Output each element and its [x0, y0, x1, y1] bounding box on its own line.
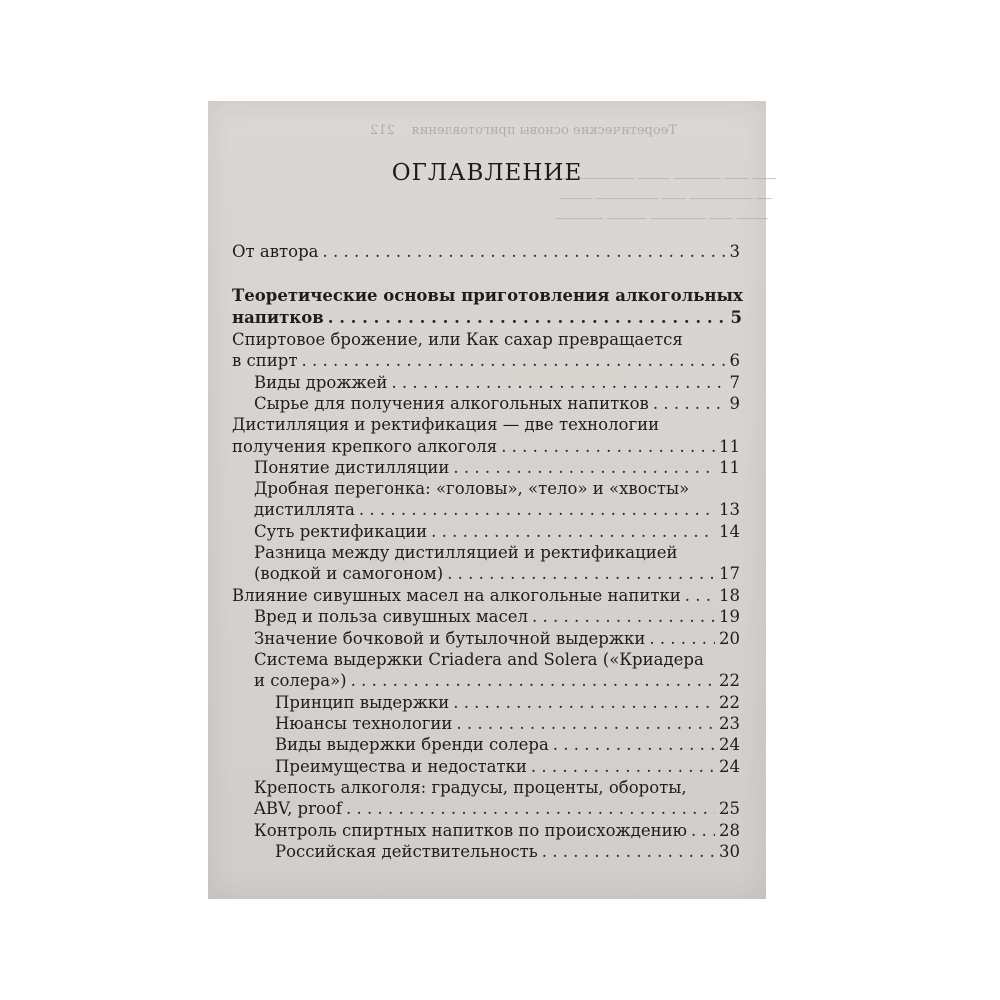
toc-entry [232, 351, 740, 370]
show-through-text: ─────────── ──── ────── ─── ─── [548, 172, 776, 187]
toc-entry-label: Преимущества и недостатки [275, 757, 527, 776]
toc-entry-line: Теоретические основы приготовления алкогольных [232, 286, 743, 305]
leader-dots [447, 564, 715, 583]
toc-page-number: 3 [729, 242, 740, 261]
show-through-text: ────── ───── ─────── ─── ──── [556, 212, 769, 227]
toc-entry [275, 842, 740, 861]
toc-page-number: 20 [719, 629, 740, 648]
leader-dots [346, 799, 715, 818]
toc-page-number: 23 [719, 714, 740, 733]
toc-page-number: 25 [719, 799, 740, 818]
leader-dots [685, 586, 715, 605]
toc-entry [254, 500, 740, 519]
toc-entry [254, 671, 740, 690]
leader-dots [553, 735, 715, 754]
toc-entry [254, 821, 740, 840]
toc-entry-label: Принцип выдержки [275, 693, 450, 712]
leader-dots [323, 242, 726, 261]
toc-page-number: 13 [719, 500, 740, 519]
toc-entry [254, 607, 740, 626]
toc-entry [232, 437, 740, 456]
leader-dots [501, 437, 715, 456]
toc-page-number: 24 [719, 735, 740, 754]
toc-entry [254, 799, 740, 818]
toc-entry [232, 586, 740, 605]
toc-entry [275, 735, 740, 754]
leader-dots [531, 757, 715, 776]
toc-entry-label: От автора [232, 242, 319, 261]
toc-page-number: 7 [729, 373, 740, 392]
toc-entry-label: (водкой и самогоном) [254, 564, 444, 583]
leader-dots [532, 607, 715, 626]
toc-entry-line: Дистилляция и ректификация — две технологии [232, 415, 660, 434]
toc-entry-label: Виды выдержки бренди солера [275, 735, 549, 754]
toc-page-number: 19 [719, 607, 740, 626]
leader-dots [301, 351, 725, 370]
toc-entry-label: напитков [232, 308, 324, 327]
leader-dots [456, 714, 715, 733]
toc-entry-label: дистиллята [254, 500, 355, 519]
toc-entry [254, 629, 740, 648]
toc-entry-label: Вред и польза сивушных масел [254, 607, 528, 626]
leader-dots [453, 693, 715, 712]
toc-page-number: 22 [719, 671, 740, 690]
show-through-header: Теоретические основы приготовления 212 [370, 123, 678, 138]
toc-entry-label: Виды дрожжей [254, 373, 388, 392]
toc-entry [254, 394, 740, 413]
toc-entry [275, 693, 740, 712]
leader-dots [453, 458, 715, 477]
toc-entry-label: Сырье для получения алкогольных напитков [254, 394, 649, 413]
toc-page-number: 6 [729, 351, 740, 370]
leader-dots [359, 500, 715, 519]
leader-dots [351, 671, 715, 690]
leader-dots [542, 842, 715, 861]
toc-entry-line: Дробная перегонка: «головы», «тело» и «хвосты» [254, 479, 690, 498]
toc-page-number: 30 [719, 842, 740, 861]
toc-entry-line: Крепость алкоголя: градусы, проценты, обороты, [254, 778, 687, 797]
leader-dots [653, 394, 726, 413]
toc-entry-label: и солера») [254, 671, 347, 690]
toc-entry-line: Система выдержки Criadera and Solera («Криадера [254, 650, 704, 669]
toc-entry-label: Нюансы технологии [275, 714, 453, 733]
toc-entry-label: Российская действительность [275, 842, 538, 861]
leader-dots [391, 373, 725, 392]
leader-dots [431, 522, 715, 541]
toc-page-number: 14 [719, 522, 740, 541]
show-through-text: ──── ──────── ─── ──────── ── [560, 192, 773, 207]
toc-page-number: 5 [730, 308, 742, 327]
toc-entry-label: в спирт [232, 351, 298, 370]
toc-page-number: 11 [719, 458, 740, 477]
toc-entry [232, 242, 740, 261]
toc-entry-line: Спиртовое брожение, или Как сахар превращается [232, 330, 683, 349]
toc-entry [254, 564, 740, 583]
toc-entry [232, 308, 742, 327]
toc-page-number: 28 [719, 821, 740, 840]
toc-entry [254, 373, 740, 392]
toc-entry [275, 714, 740, 733]
toc-entry-line: Разница между дистилляцией и ректификацией [254, 543, 678, 562]
toc-entry [275, 757, 740, 776]
leader-dots [328, 308, 727, 327]
toc-entry [254, 522, 740, 541]
toc-entry-label: получения крепкого алкоголя [232, 437, 498, 456]
toc-page-number: 17 [719, 564, 740, 583]
toc-page-number: 11 [719, 437, 740, 456]
leader-dots [691, 821, 715, 840]
toc-entry-label: Суть ректификации [254, 522, 428, 541]
toc-entry-label: ABV, proof [254, 799, 342, 818]
page-title: ОГЛАВЛЕНИЕ [391, 160, 583, 186]
toc-page-number: 24 [719, 757, 740, 776]
toc-entry-label: Влияние сивушных масел на алкогольные напитки [232, 586, 681, 605]
toc-page-number: 22 [719, 693, 740, 712]
toc-entry-label: Понятие дистилляции [254, 458, 450, 477]
toc-entry-label: Значение бочковой и бутылочной выдержки [254, 629, 646, 648]
toc-entry-label: Контроль спиртных напитков по происхождению [254, 821, 687, 840]
toc-page-number: 9 [729, 394, 740, 413]
leader-dots [649, 629, 715, 648]
toc-page-number: 18 [719, 586, 740, 605]
toc-entry [254, 458, 740, 477]
